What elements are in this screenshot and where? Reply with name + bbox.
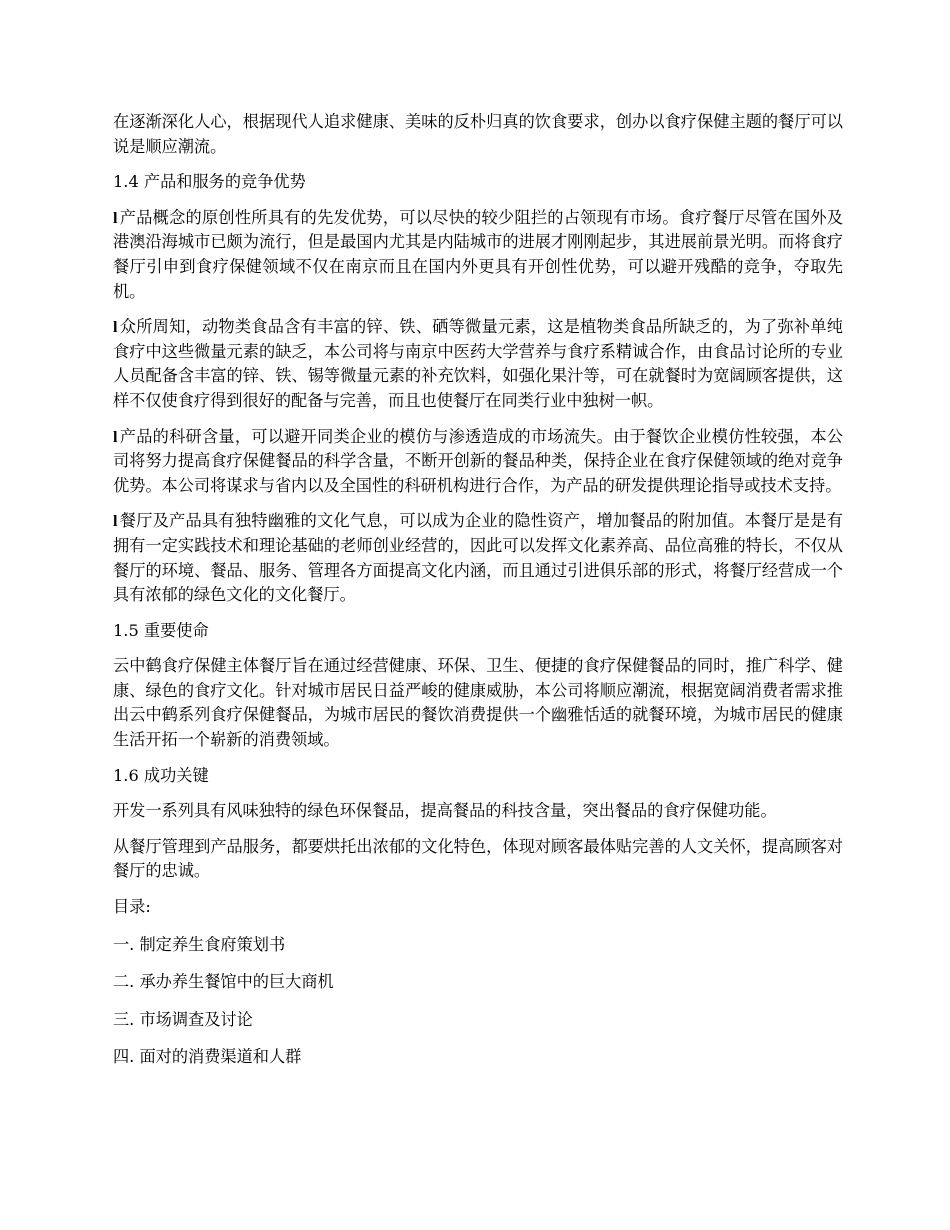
toc-label: 目录: xyxy=(113,897,151,917)
section-1-4-heading: 1.4 产品和服务的竞争优势 xyxy=(113,172,306,192)
section-1-6-heading: 1.6 成功关键 xyxy=(113,765,209,785)
document-page xyxy=(113,110,843,1083)
bullet-mark: l xyxy=(113,318,118,337)
success-paragraph: 从餐厅管理到产品服务，都要烘托出浓郁的文化特色，体现对顾客最体贴完善的人文关怀，提高顾客对餐厅的忠诚。 xyxy=(113,836,843,881)
toc-item: 一. 制定养生食府策划书 xyxy=(113,934,286,954)
section-1-5-heading: 1.5 重要使命 xyxy=(113,620,209,640)
toc-item: 四. 面对的消费渠道和人群 xyxy=(113,1047,302,1067)
bullet-text: 众所周知，动物类食品含有丰富的锌、铁、硒等微量元素，这是植物类食品所缺乏的，为了弥补单纯食疗中这些微量元素的缺乏，本公司将与南京中医药大学营养与食疗系精诚合作，由食品讨论所的专业人员配备含丰富的锌、铁、锡等微量元素的补充饮料，如强化果汁等，可在就餐时为宽阔顾客提供，这样不仅使食疗得到很好的配备与完善，而且也使餐厅在同类行业中独树一帜。 xyxy=(113,317,843,410)
bullet-paragraph xyxy=(113,425,843,499)
mission-paragraph: 云中鹤食疗保健主体餐厅旨在通过经营健康、环保、卫生、便捷的食疗保健餐品的同时，推广科学、健康、绿色的食疗文化。针对城市居民日益严峻的健康威胁，本公司将顺应潮流，根据宽阔消费者需求推出云中鹤系列食疗保健餐品，为城市居民的餐饮消费提供一个幽雅恬适的就餐环境，为城市居民的健康生活开拓一个崭新的消费领域。 xyxy=(113,656,843,750)
bullet-mark: l xyxy=(113,512,118,531)
success-paragraph: 开发一系列具有风味独特的绿色环保餐品，提高餐品的科技含量，突出餐品的食疗保健功能。 xyxy=(113,801,777,821)
bullet-text: 产品概念的原创性所具有的先发优势，可以尽快的较少阻拦的占领现有市场。食疗餐厅尽管在国外及港澳沿海城市已颇为流行，但是最国内尤其是内陆城市的进展才刚刚起步，其进展前景光明。而将食疗餐厅引申到食疗保健领域不仅在南京而且在国内外更具有开创性优势，可以避开残酷的竞争，夺取先机。 xyxy=(113,207,843,301)
bullet-paragraph xyxy=(113,206,843,304)
toc-item: 二. 承办养生餐馆中的巨大商机 xyxy=(113,972,334,992)
bullet-text: 餐厅及产品具有独特幽雅的文化气息，可以成为企业的隐性资产，增加餐品的附加值。本餐厅是是有拥有一定实践技术和理论基础的老师创业经营的，因此可以发挥文化素养高、品位高雅的特长，不仅从餐厅的环境、餐品、服务、管理各方面提高文化内涵，而且通过引进俱乐部的形式，将餐厅经营成一个具有浓郁的绿色文化的文化餐厅。 xyxy=(113,511,843,605)
bullet-mark: l xyxy=(113,427,118,446)
bullet-paragraph xyxy=(113,315,843,413)
bullet-paragraph xyxy=(113,509,843,607)
bullet-text: 产品的科研含量，可以避开同类企业的模仿与渗透造成的市场流失。由于餐饮企业模仿性较强，本公司将努力提高食疗保健餐品的科学含量，不断开创新的餐品种类，保持企业在食疗保健领域的绝对竞争优势。本公司将谋求与省内以及全国性的科研机构进行合作，为产品的研发提供理论指导或技术支持。 xyxy=(113,426,843,495)
intro-paragraph: 在逐渐深化人心，根据现代人追求健康、美味的反朴归真的饮食要求，创办以食疗保健主题的餐厅可以说是顺应潮流。 xyxy=(113,112,843,156)
bullet-mark: l xyxy=(113,208,118,227)
toc-item: 三. 市场调查及讨论 xyxy=(113,1009,253,1029)
